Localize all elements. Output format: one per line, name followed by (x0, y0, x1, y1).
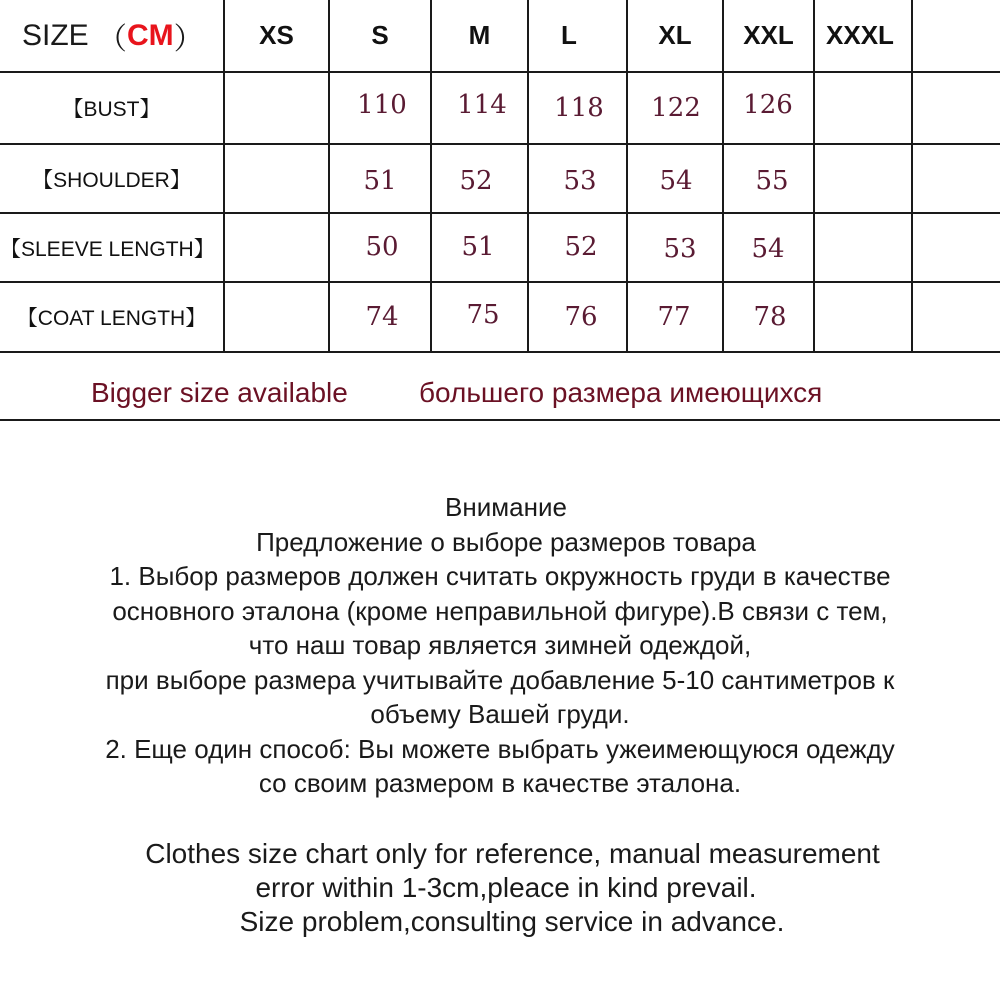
notes-ru-line: что наш товар является зимней одеждой, (248, 630, 752, 660)
sleeve-value-xl: 53 (663, 234, 697, 264)
bust-value-s: 110 (357, 90, 407, 120)
notes-ru-line: объему Вашей груди. (370, 699, 630, 729)
notes-ru-line: основного эталона (кроме неправильной фигуре).В связи с тем, (112, 595, 888, 626)
size-label: SIZE (22, 18, 98, 52)
size-header-xs: XS (259, 20, 294, 50)
coat-value-xxl: 78 (753, 302, 787, 332)
size-header-s: S (371, 20, 389, 50)
size-advice-ru (0, 490, 1000, 801)
bust-value-l: 118 (554, 93, 604, 123)
bust-value-m: 114 (457, 90, 507, 120)
notes-en-line: Size problem,consulting service in advance. (239, 906, 785, 937)
row-label-shoulder: 【SHOULDER】 (32, 168, 191, 192)
notes-ru-line: 2. Еще один способ: Вы можете выбрать ужеимеющуюся одежду (105, 733, 895, 764)
sleeve-value-s: 50 (365, 232, 399, 262)
shoulder-value-xxl: 55 (755, 166, 789, 196)
notes-ru-line: Внимание (445, 492, 567, 522)
shoulder-value-m: 52 (459, 166, 493, 196)
row-label-bust: 【BUST】 (62, 98, 161, 121)
notes-ru-line: со своим размером в качестве эталона. (258, 768, 742, 798)
size-header-l: L (561, 20, 577, 50)
shoulder-value-l: 53 (563, 166, 597, 196)
sleeve-value-m: 51 (461, 232, 495, 262)
notes-en-line: Clothes size chart only for reference, manual measurement (145, 838, 880, 869)
sleeve-value-xxl: 54 (751, 234, 785, 264)
table-divider (0, 419, 1000, 421)
table-divider (911, 0, 913, 353)
bigger-size-en: Bigger size available (91, 377, 348, 408)
shoulder-value-xl: 54 (659, 166, 693, 196)
bust-value-xxl: 126 (743, 90, 793, 120)
notes-ru-line: при выборе размера учитывайте добавление 5-10 сантиметров к (105, 664, 895, 695)
notes-ru-line: 1. Выбор размеров должен считать окружность груди в качестве (109, 561, 891, 591)
sleeve-value-l: 52 (564, 232, 598, 262)
notes-ru-line: Предложение о выборе размеров товара (256, 526, 756, 557)
unit-cm: CM (127, 18, 174, 52)
size-unit-header (0, 0, 223, 71)
row-label-coat-length: 【COAT LENGTH】 (16, 307, 207, 330)
size-header-xxl: XXL (743, 20, 794, 50)
coat-value-s: 74 (365, 302, 399, 332)
size-header-xl: XL (658, 20, 692, 50)
unit-bracket-close: ） (173, 22, 204, 56)
size-header-m: M (468, 20, 491, 50)
bigger-size-ru: большего размера имеющихся (419, 377, 823, 408)
size-advice-en (0, 837, 1000, 939)
unit-bracket-open: （ (97, 22, 128, 56)
bust-value-xl: 122 (651, 93, 701, 123)
size-chart-table (0, 0, 1000, 353)
notes-en-line: error within 1-3cm,pleace in kind prevail. (255, 872, 757, 903)
size-header-xxxl: XXXL (826, 20, 894, 50)
coat-value-m: 75 (466, 300, 500, 330)
coat-value-xl: 77 (657, 302, 691, 332)
shoulder-value-s: 51 (363, 166, 397, 196)
coat-value-l: 76 (564, 302, 598, 332)
row-label-sleeve-length: 【SLEEVE LENGTH】 (0, 237, 215, 261)
